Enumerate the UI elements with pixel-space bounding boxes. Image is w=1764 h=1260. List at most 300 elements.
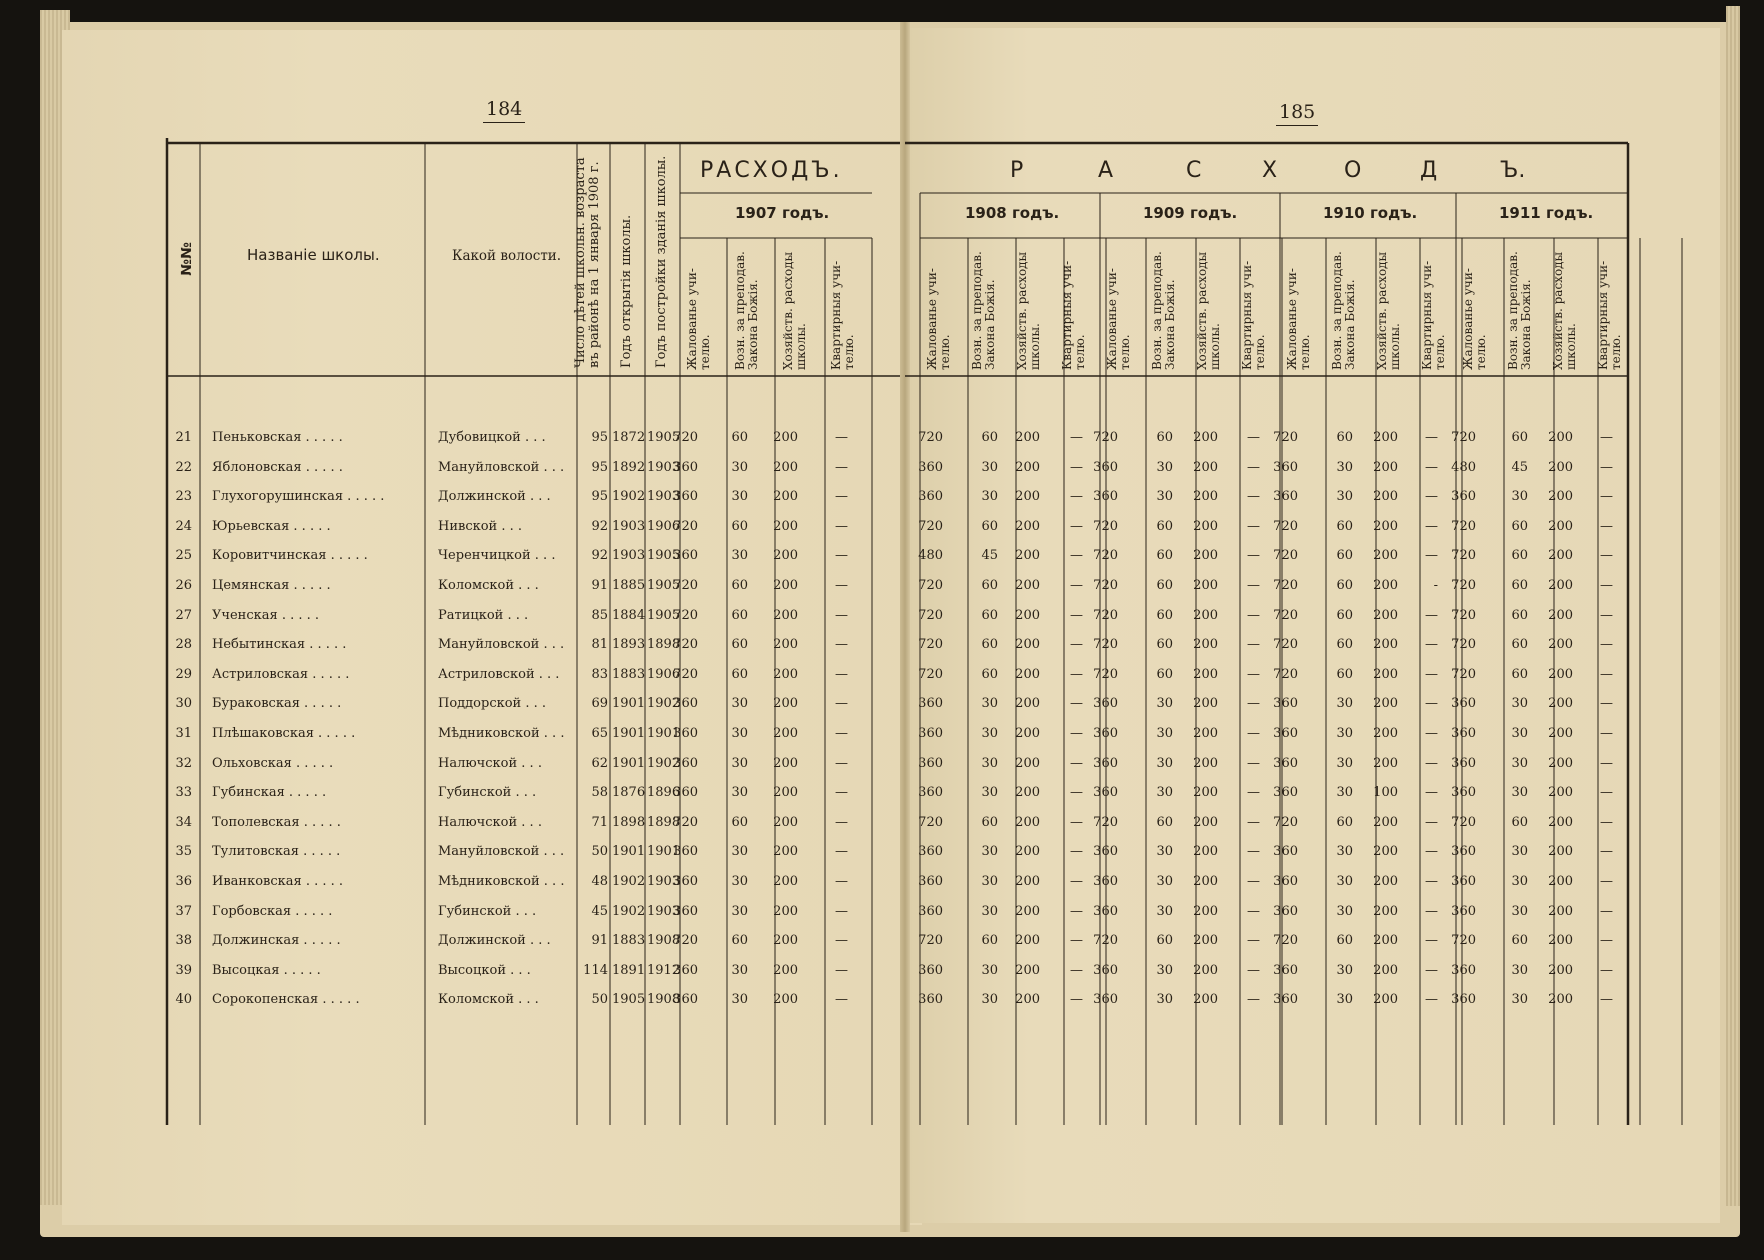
volost-cell: Мѣдниковской . . . <box>438 874 565 889</box>
expense-cell: — <box>1600 814 1613 830</box>
expense-cell: 360 <box>673 726 698 741</box>
expense-cell: 60 <box>1156 518 1173 534</box>
expense-cell: — <box>1600 578 1613 593</box>
row-number: 29 <box>175 666 192 682</box>
expense-cell: — <box>1070 548 1083 564</box>
expense-cell: 200 <box>773 933 798 949</box>
school-name-cell: Должинская . . . . . <box>212 933 341 949</box>
expense-cell: 720 <box>918 933 943 949</box>
expense-cell: — <box>1070 814 1083 830</box>
expense-cell: 200 <box>1373 726 1398 741</box>
expense-cell: — <box>1070 962 1083 978</box>
expense-cell: 200 <box>773 430 798 445</box>
school-name-cell: Плѣшаковская . . . . . <box>212 726 356 741</box>
col-header-school-name: Названіе школы. <box>247 246 380 264</box>
expense-cell: 720 <box>673 666 698 682</box>
expense-cell: 200 <box>773 666 798 682</box>
school-name-cell: Ольховская . . . . . <box>212 755 334 771</box>
expense-cell: — <box>1425 548 1438 564</box>
expense-subcolumn-header: Квартирныя учи- телю. <box>1596 260 1623 370</box>
expense-cell: 200 <box>1193 992 1218 1008</box>
expense-cell: 30 <box>1336 696 1353 712</box>
expense-cell: — <box>1600 489 1613 505</box>
year-built-cell: 1905 <box>647 430 681 445</box>
expense-cell: 360 <box>1273 785 1298 801</box>
expense-cell: 200 <box>1015 874 1040 889</box>
children-count-cell: 85 <box>591 607 608 623</box>
expense-subcolumn-header: Жалованье учи- телю. <box>1105 268 1132 370</box>
expense-title-letter: С <box>1186 158 1202 183</box>
expense-cell: — <box>1600 666 1613 682</box>
expense-cell: 720 <box>1273 430 1298 445</box>
expense-subcolumn-header: Квартирныя учи- телю. <box>829 260 856 370</box>
expense-title-letter: А <box>1098 158 1114 183</box>
year-header: 1910 годъ. <box>1323 204 1418 222</box>
expense-cell: 720 <box>1451 933 1476 949</box>
year-built-cell: 1903 <box>647 874 681 889</box>
expense-cell: 200 <box>773 607 798 623</box>
expense-cell: — <box>1070 637 1083 653</box>
expense-cell: — <box>1425 785 1438 801</box>
row-number: 27 <box>175 607 192 623</box>
expense-cell: 480 <box>1451 459 1476 475</box>
expense-cell: 30 <box>731 785 748 801</box>
expense-cell: 60 <box>1156 607 1173 623</box>
children-count-cell: 91 <box>591 578 608 593</box>
expense-cell: — <box>1600 430 1613 445</box>
expense-cell: 60 <box>731 637 748 653</box>
expense-cell: — <box>1425 962 1438 978</box>
expense-subcolumn-header: Возн. за преподав. Закона Божія. <box>1330 251 1357 370</box>
expense-cell: 360 <box>1273 755 1298 771</box>
expense-cell: 360 <box>673 962 698 978</box>
year-built-cell: 1912 <box>647 962 681 978</box>
expense-cell: — <box>1247 844 1260 860</box>
expense-title-letter: Х <box>1262 158 1278 183</box>
expense-subcolumn-header: Квартирныя учи- телю. <box>1240 260 1267 370</box>
expense-cell: 360 <box>1451 874 1476 889</box>
expense-cell: — <box>1247 607 1260 623</box>
year-opened-cell: 1905 <box>612 992 646 1008</box>
expense-cell: 30 <box>981 785 998 801</box>
expense-cell: 60 <box>731 578 748 593</box>
expense-cell: 200 <box>1193 696 1218 712</box>
expense-title-letter: О <box>1344 158 1362 183</box>
expense-cell: 30 <box>731 755 748 771</box>
expense-cell: 360 <box>673 844 698 860</box>
year-opened-cell: 1902 <box>612 874 646 889</box>
expense-cell: 360 <box>673 785 698 801</box>
expense-subcolumn-header: Жалованье учи- телю. <box>1285 268 1312 370</box>
expense-subcolumn-header: Жалованье учи- телю. <box>925 268 952 370</box>
expense-cell: — <box>1600 637 1613 653</box>
expense-cell: 200 <box>1015 489 1040 505</box>
expense-cell: 360 <box>918 992 943 1008</box>
expense-cell: 360 <box>1273 903 1298 919</box>
expense-cell: 200 <box>1015 518 1040 534</box>
expense-cell: 60 <box>731 933 748 949</box>
expense-cell: 60 <box>1336 578 1353 593</box>
expense-cell: 200 <box>1373 489 1398 505</box>
expense-cell: — <box>1070 666 1083 682</box>
expense-cell: — <box>1425 844 1438 860</box>
year-opened-cell: 1891 <box>612 962 646 978</box>
year-opened-cell: 1902 <box>612 903 646 919</box>
expense-cell: 360 <box>1093 903 1118 919</box>
volost-cell: Мануйловской . . . <box>438 844 565 860</box>
expense-cell: 60 <box>1336 637 1353 653</box>
volost-cell: Мануйловской . . . <box>438 459 565 475</box>
school-name-cell: Цемянская . . . . . <box>212 578 331 593</box>
expense-cell: 60 <box>1156 548 1173 564</box>
expense-cell: 360 <box>918 874 943 889</box>
expense-cell: 200 <box>1193 666 1218 682</box>
expense-cell: 200 <box>773 785 798 801</box>
year-built-cell: 1896 <box>647 785 681 801</box>
expense-cell: 60 <box>1156 430 1173 445</box>
expense-cell: 360 <box>673 903 698 919</box>
volost-cell: Налючской . . . <box>438 814 542 830</box>
volost-cell: Губинской . . . <box>438 785 537 801</box>
expense-cell: — <box>1425 696 1438 712</box>
volost-cell: Должинской . . . <box>438 933 551 949</box>
expense-cell: 360 <box>1273 489 1298 505</box>
expense-cell: 30 <box>1511 489 1528 505</box>
expense-cell: 720 <box>918 578 943 593</box>
expense-cell: — <box>835 844 848 860</box>
children-count-cell: 95 <box>591 489 608 505</box>
expense-cell: 60 <box>981 933 998 949</box>
expense-cell: 30 <box>1511 992 1528 1008</box>
expense-cell: 720 <box>673 637 698 653</box>
expense-cell: — <box>1600 726 1613 741</box>
expense-cell: 360 <box>1093 696 1118 712</box>
expense-cell: — <box>1070 696 1083 712</box>
year-built-cell: 1906 <box>647 518 681 534</box>
expense-cell: 200 <box>1373 430 1398 445</box>
expense-cell: 60 <box>1156 637 1173 653</box>
expense-cell: 30 <box>1156 755 1173 771</box>
expense-cell: 360 <box>1093 755 1118 771</box>
expense-cell: 360 <box>1093 489 1118 505</box>
col-header-children: Число дѣтей школьн. возраста въ районѣ на 1 января 1908 г. <box>573 157 602 368</box>
expense-cell: 200 <box>1548 578 1573 593</box>
school-name-cell: Высоцкая . . . . . <box>212 962 321 978</box>
row-number: 26 <box>175 578 192 593</box>
expense-cell: — <box>835 992 848 1008</box>
expense-cell: 200 <box>1015 844 1040 860</box>
year-built-cell: 1902 <box>647 696 681 712</box>
expense-cell: 720 <box>1093 607 1118 623</box>
expense-cell: — <box>1247 903 1260 919</box>
expense-cell: 360 <box>1273 874 1298 889</box>
year-opened-cell: 1883 <box>612 933 646 949</box>
expense-cell: 200 <box>1193 518 1218 534</box>
children-count-cell: 65 <box>591 726 608 741</box>
expense-cell: — <box>1425 430 1438 445</box>
expense-cell: 200 <box>1373 607 1398 623</box>
expense-cell: — <box>835 933 848 949</box>
expense-cell: 360 <box>1273 992 1298 1008</box>
expense-cell: — <box>1070 992 1083 1008</box>
expense-subcolumn-header: Возн. за преподав. Закона Божія. <box>733 251 760 370</box>
expense-cell: 360 <box>1273 962 1298 978</box>
expense-cell: 30 <box>1156 459 1173 475</box>
expense-cell: 360 <box>918 962 943 978</box>
expense-cell: 60 <box>981 518 998 534</box>
expense-cell: 360 <box>1451 755 1476 771</box>
expense-cell: 60 <box>1336 430 1353 445</box>
expense-cell: — <box>1600 874 1613 889</box>
school-name-cell: Губинская . . . . . <box>212 785 327 801</box>
row-number: 28 <box>175 637 192 653</box>
expense-subcolumn-header: Квартирныя учи- телю. <box>1420 260 1447 370</box>
expense-cell: — <box>1425 459 1438 475</box>
expense-cell: — <box>1600 992 1613 1008</box>
year-built-cell: 1901 <box>647 726 681 741</box>
expense-cell: 360 <box>1273 459 1298 475</box>
expense-cell: — <box>1425 489 1438 505</box>
expense-cell: 200 <box>1548 518 1573 534</box>
expense-cell: 360 <box>1093 459 1118 475</box>
expense-cell: 720 <box>1273 607 1298 623</box>
school-name-cell: Ученская . . . . . <box>212 607 320 623</box>
year-built-cell: 1901 <box>647 844 681 860</box>
expense-cell: - <box>1433 578 1438 593</box>
expense-cell: 60 <box>731 518 748 534</box>
expense-cell: — <box>1247 666 1260 682</box>
expense-subcolumn-header: Квартирныя учи- телю. <box>1060 260 1087 370</box>
expense-cell: — <box>835 578 848 593</box>
expense-cell: — <box>1600 903 1613 919</box>
expense-cell: 60 <box>1511 933 1528 949</box>
expense-cell: — <box>1070 578 1083 593</box>
expense-cell: 200 <box>1373 518 1398 534</box>
school-name-cell: Бураковская . . . . . <box>212 696 342 712</box>
expense-cell: — <box>1247 962 1260 978</box>
expense-cell: 200 <box>1193 607 1218 623</box>
expense-cell: 60 <box>1336 814 1353 830</box>
children-count-cell: 83 <box>591 666 608 682</box>
expense-cell: 720 <box>1273 548 1298 564</box>
expense-cell: 720 <box>1451 666 1476 682</box>
expense-cell: — <box>1070 489 1083 505</box>
expense-cell: 200 <box>1015 637 1040 653</box>
school-name-cell: Иванковская . . . . . <box>212 874 344 889</box>
expense-cell: 200 <box>773 459 798 475</box>
expense-cell: — <box>1247 755 1260 771</box>
expense-cell: 60 <box>1336 666 1353 682</box>
children-count-cell: 50 <box>591 844 608 860</box>
expense-cell: 30 <box>1511 844 1528 860</box>
year-opened-cell: 1901 <box>612 755 646 771</box>
school-name-cell: Юрьевская . . . . . <box>212 518 331 534</box>
year-built-cell: 1903 <box>647 489 681 505</box>
expense-cell: 30 <box>981 755 998 771</box>
volost-cell: Ратицкой . . . <box>438 607 529 623</box>
expense-cell: 200 <box>1193 755 1218 771</box>
expense-cell: 720 <box>1093 430 1118 445</box>
expense-cell: — <box>1425 874 1438 889</box>
expense-cell: — <box>835 637 848 653</box>
expense-cell: 720 <box>673 578 698 593</box>
expense-cell: 30 <box>1156 844 1173 860</box>
expense-cell: 200 <box>1548 696 1573 712</box>
expense-cell: 200 <box>773 874 798 889</box>
expense-cell: 720 <box>1451 814 1476 830</box>
year-built-cell: 1908 <box>647 933 681 949</box>
volost-cell: Астриловской . . . <box>438 666 560 682</box>
children-count-cell: 114 <box>583 962 608 978</box>
col-header-year-opened: Годъ открытія школы. <box>619 214 634 368</box>
expense-cell: 480 <box>918 548 943 564</box>
volost-cell: Поддорской . . . <box>438 696 547 712</box>
expense-cell: — <box>1247 548 1260 564</box>
expense-cell: 720 <box>1093 666 1118 682</box>
expense-cell: 200 <box>1548 489 1573 505</box>
expense-cell: 360 <box>1093 726 1118 741</box>
expense-cell: 30 <box>731 903 748 919</box>
expense-cell: — <box>835 962 848 978</box>
expense-cell: — <box>835 548 848 564</box>
expense-cell: 60 <box>981 666 998 682</box>
expense-cell: — <box>1070 459 1083 475</box>
expense-cell: 200 <box>1015 578 1040 593</box>
expense-cell: 360 <box>1451 844 1476 860</box>
expense-cell: 360 <box>918 459 943 475</box>
expense-cell: 30 <box>731 992 748 1008</box>
expense-cell: 200 <box>1548 874 1573 889</box>
expense-cell: 720 <box>1451 548 1476 564</box>
expense-cell: 720 <box>918 607 943 623</box>
expense-cell: 45 <box>981 548 998 564</box>
year-opened-cell: 1872 <box>612 430 646 445</box>
expense-cell: — <box>1600 607 1613 623</box>
row-number: 36 <box>175 874 192 889</box>
expense-cell: 360 <box>673 489 698 505</box>
expense-cell: — <box>1070 903 1083 919</box>
expense-cell: 30 <box>981 696 998 712</box>
expense-cell: 720 <box>1451 637 1476 653</box>
expense-cell: 360 <box>1451 785 1476 801</box>
expense-cell: 720 <box>918 666 943 682</box>
expense-cell: 30 <box>981 844 998 860</box>
expense-cell: 200 <box>1548 548 1573 564</box>
school-name-cell: Яблоновская . . . . . <box>212 459 343 475</box>
school-name-cell: Небытинская . . . . . <box>212 637 347 653</box>
expense-cell: 60 <box>731 430 748 445</box>
expense-cell: 200 <box>1015 726 1040 741</box>
year-built-cell: 1906 <box>647 666 681 682</box>
expense-cell: 30 <box>1511 726 1528 741</box>
expense-cell: 360 <box>1451 696 1476 712</box>
expense-cell: 30 <box>1156 874 1173 889</box>
expense-cell: 720 <box>918 518 943 534</box>
children-count-cell: 92 <box>591 548 608 564</box>
expense-cell: 360 <box>1093 962 1118 978</box>
year-opened-cell: 1902 <box>612 489 646 505</box>
expense-cell: — <box>1600 696 1613 712</box>
expense-cell: — <box>1600 933 1613 949</box>
school-name-cell: Астриловская . . . . . <box>212 666 350 682</box>
expense-cell: — <box>835 755 848 771</box>
school-name-cell: Тополевская . . . . . <box>212 814 341 830</box>
expense-cell: 200 <box>1373 637 1398 653</box>
expense-cell: — <box>1070 726 1083 741</box>
expense-cell: 200 <box>1548 607 1573 623</box>
expense-cell: — <box>1247 459 1260 475</box>
expense-cell: 200 <box>773 489 798 505</box>
volost-cell: Должинской . . . <box>438 489 551 505</box>
school-name-cell: Тулитовская . . . . . <box>212 844 341 860</box>
expense-cell: 45 <box>1511 459 1528 475</box>
expense-cell: 30 <box>1336 489 1353 505</box>
expense-cell: 60 <box>1336 548 1353 564</box>
expense-cell: 200 <box>1548 962 1573 978</box>
expense-subcolumn-header: Хозяйств. расходы школы. <box>1551 251 1578 370</box>
expense-cell: 200 <box>1373 903 1398 919</box>
expense-cell: 200 <box>1373 814 1398 830</box>
expense-cell: 200 <box>1015 933 1040 949</box>
expense-cell: 60 <box>981 607 998 623</box>
expense-cell: — <box>1600 844 1613 860</box>
expense-cell: 200 <box>1548 430 1573 445</box>
expense-cell: 30 <box>1336 785 1353 801</box>
school-name-cell: Коровитчинская . . . . . <box>212 548 368 564</box>
expense-cell: 200 <box>1548 666 1573 682</box>
expense-cell: 360 <box>673 992 698 1008</box>
expense-cell: 200 <box>773 814 798 830</box>
expense-cell: 360 <box>673 696 698 712</box>
expense-cell: — <box>1247 874 1260 889</box>
page-number-left: 184 <box>483 98 525 123</box>
expense-cell: 200 <box>1373 933 1398 949</box>
expense-subcolumn-header: Хозяйств. расходы школы. <box>781 251 808 370</box>
expense-title-letter: Ъ. <box>1500 158 1526 183</box>
expense-cell: 720 <box>918 637 943 653</box>
expense-cell: 200 <box>1015 696 1040 712</box>
row-number: 38 <box>175 933 192 949</box>
expense-cell: 360 <box>918 903 943 919</box>
row-number: 30 <box>175 696 192 712</box>
expense-cell: — <box>1247 518 1260 534</box>
expense-cell: 720 <box>1093 548 1118 564</box>
row-number: 22 <box>175 459 192 475</box>
year-built-cell: 1902 <box>647 755 681 771</box>
expense-cell: 200 <box>1373 992 1398 1008</box>
expense-cell: 30 <box>1511 755 1528 771</box>
expense-cell: 30 <box>981 459 998 475</box>
expense-cell: 30 <box>1156 726 1173 741</box>
expense-cell: 360 <box>1093 992 1118 1008</box>
children-count-cell: 45 <box>591 903 608 919</box>
expense-cell: — <box>1425 933 1438 949</box>
expense-cell: 30 <box>731 459 748 475</box>
year-opened-cell: 1883 <box>612 666 646 682</box>
expense-cell: 200 <box>1373 696 1398 712</box>
expense-subcolumn-header: Возн. за преподав. Закона Божія. <box>970 251 997 370</box>
expense-cell: 60 <box>1336 518 1353 534</box>
expense-cell: 60 <box>981 814 998 830</box>
expense-cell: — <box>1425 726 1438 741</box>
expense-cell: 60 <box>731 814 748 830</box>
expense-title-left: РАСХОДЪ. <box>700 158 843 183</box>
year-opened-cell: 1898 <box>612 814 646 830</box>
expense-cell: 200 <box>1015 607 1040 623</box>
expense-cell: 60 <box>1156 666 1173 682</box>
expense-cell: 200 <box>1548 637 1573 653</box>
expense-cell: 30 <box>981 489 998 505</box>
